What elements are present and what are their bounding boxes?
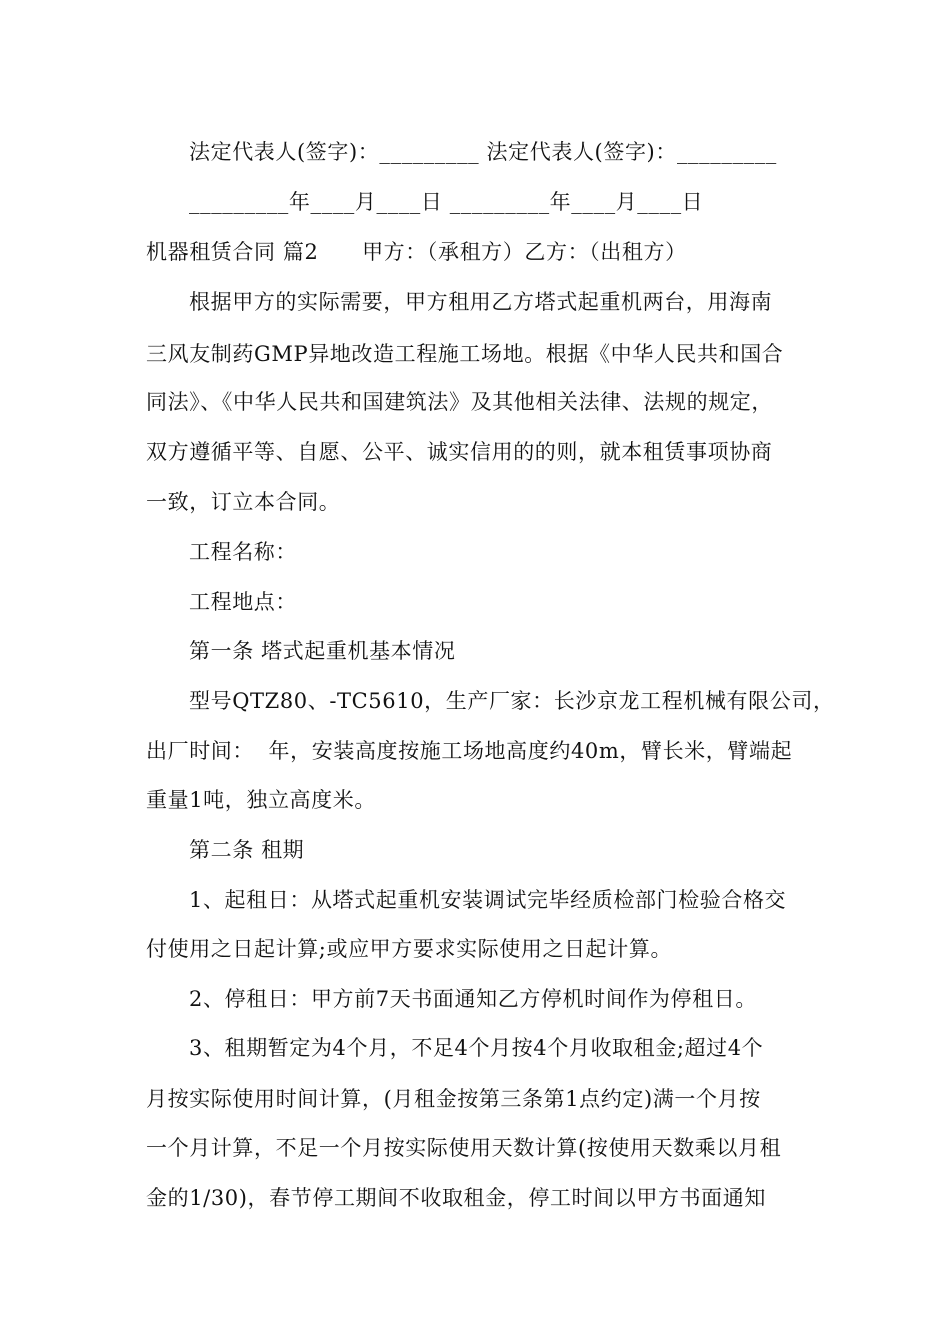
clause-2-2-line-1: 2、停租日：甲方前7天书面通知乙方停机时间作为停租日。: [189, 987, 757, 1011]
intro-line-2: 三风友制药GMP异地改造工程施工场地。根据《中华人民共和国合: [146, 342, 784, 366]
clause-2-1-line-1: 1、起租日：从塔式起重机安装调试完毕经质检部门检验合格交: [189, 888, 787, 912]
clause-2-3-line-4: 金的1/30)，春节停工期间不收取租金，停工时间以甲方书面通知: [146, 1186, 766, 1210]
clause-2-3-line-3: 一个月计算，不足一个月按实际使用天数计算(按使用天数乘以月租: [146, 1136, 782, 1160]
signature-line-1: 法定代表人(签字)：_________ 法定代表人(签字)：_________: [189, 140, 777, 164]
article-1-title: 第一条 塔式起重机基本情况: [189, 639, 456, 663]
clause-2-3-line-1: 3、租期暂定为4个月，不足4个月按4个月收取租金;超过4个: [189, 1036, 764, 1060]
project-name-label: 工程名称：: [189, 540, 297, 564]
intro-line-5: 一致，订立本合同。: [146, 490, 341, 514]
intro-line-1: 根据甲方的实际需要，甲方租用乙方塔式起重机两台，用海南: [189, 290, 773, 314]
clause-2-3-line-2: 月按实际使用时间计算，(月租金按第三条第1点约定)满一个月按: [146, 1087, 761, 1111]
intro-line-3: 同法》、《中华人民共和国建筑法》及其他相关法律、法规的规定，: [146, 390, 773, 414]
clause-2-1-line-2: 付使用之日起计算;或应甲方要求实际使用之日起计算。: [146, 937, 673, 961]
article-1-line-1: 型号QTZ80、-TC5610，生产厂家：长沙京龙工程机械有限公司，: [189, 689, 835, 713]
article-2-title: 第二条 租期: [189, 838, 305, 862]
intro-line-4: 双方遵循平等、自愿、公平、诚实信用的的则，就本租赁事项协商: [146, 440, 773, 464]
article-1-line-2: 出厂时间： 年，安装高度按施工场地高度约40m，臂长米，臂端起: [146, 739, 793, 763]
contract-heading: 机器租赁合同 篇2 甲方：（承租方）乙方：（出租方）: [146, 240, 687, 264]
project-location-label: 工程地点：: [189, 590, 297, 614]
article-1-line-3: 重量1吨，独立高度米。: [146, 788, 376, 812]
signature-date-line: _________年____月____日 _________年____月____日: [189, 190, 704, 214]
